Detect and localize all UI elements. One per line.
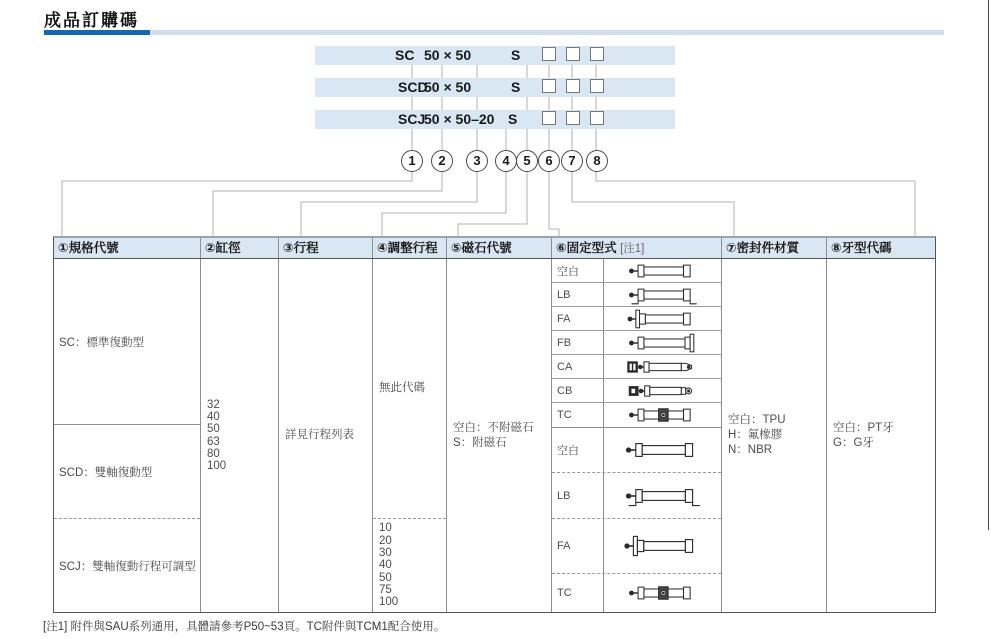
footnote: [注1] 附件與SAU系列通用，具體請參考P50~53頁。TC附件與TCM1配合使用。	[43, 621, 446, 633]
adjust-value: 20	[379, 534, 392, 547]
bore-stroke-code: 50 × 50	[424, 47, 472, 63]
order-code-row-sc	[315, 46, 675, 65]
column-spec-code	[54, 259, 200, 612]
header-thread-code: ⑧牙型代碼	[826, 238, 935, 258]
mount-row-blank: 空白	[552, 259, 721, 283]
column-bore	[200, 259, 278, 612]
mount-row-tc: TC	[552, 403, 721, 428]
column-thread	[826, 259, 935, 612]
magnet-option: 空白：不附磁石	[453, 421, 534, 434]
adjust-value: 30	[379, 547, 392, 560]
cylinder-foot-icon	[604, 283, 721, 306]
bore-value: 50	[207, 423, 220, 436]
magnet-code: S	[508, 111, 518, 127]
bore-stroke-code: 50 × 50	[424, 79, 472, 95]
mount-row-blank-adj: 空白	[552, 428, 721, 473]
position-number-2: 2	[431, 150, 453, 172]
spec-scj: SCJ：雙軸復動行程可調型	[59, 560, 196, 573]
seal-option: H：氟橡膠	[728, 429, 783, 441]
position-number-6: 6	[538, 150, 560, 172]
header-bore: ②缸徑	[200, 238, 278, 258]
bore-value: 40	[207, 410, 220, 423]
option-box	[542, 47, 556, 61]
thread-option: 空白：PT牙	[833, 421, 894, 434]
adjust-none-cell	[373, 259, 446, 519]
spec-sc: SC：標準復動型	[54, 259, 200, 425]
bore-value: 80	[207, 447, 220, 460]
seal-option: 空白：TPU	[728, 414, 786, 426]
cylinder-rear-flange-icon	[604, 331, 721, 354]
bore-value: 63	[207, 435, 220, 448]
bore-value: 100	[207, 460, 227, 473]
magnet-option: S：附磁石	[453, 436, 507, 449]
option-box	[542, 111, 556, 125]
header-mounting-type: ⑥固定型式 [注1]	[551, 238, 721, 258]
adjust-value: 75	[379, 583, 392, 596]
adjust-value: 50	[379, 571, 392, 584]
table-header-row	[54, 238, 935, 259]
header-magnet-code: ⑤磁石代號	[446, 238, 551, 258]
cylinder-trunnion-icon	[604, 574, 721, 612]
column-seal	[721, 259, 826, 612]
column-adjust-stroke	[372, 259, 446, 612]
order-code-row-scd	[315, 78, 675, 97]
option-box	[542, 79, 556, 93]
cylinder-front-flange-icon	[604, 307, 721, 330]
position-number-4: 4	[495, 150, 517, 172]
cylinder-rear-clevis-icon	[604, 355, 721, 378]
mount-row-fb: FB	[552, 331, 721, 355]
magnet-code: S	[511, 47, 521, 63]
position-number-5: 5	[516, 150, 538, 172]
position-number-3: 3	[466, 150, 488, 172]
mount-row-tc-adj: TC	[552, 574, 721, 612]
option-box	[566, 79, 580, 93]
cylinder-foot-icon	[604, 473, 721, 518]
cylinder-rear-eye-icon	[604, 379, 721, 402]
spec-scd: SCD：雙軸復動型	[54, 425, 200, 519]
cylinder-basic-icon	[604, 259, 721, 282]
page-title: 成品訂購碼	[44, 11, 139, 30]
model-code: SCJ	[398, 111, 426, 127]
header-spec-code: ①規格代號	[58, 241, 119, 255]
order-code-row-scj	[315, 110, 675, 129]
cylinder-basic-icon	[604, 428, 721, 472]
adjust-values-cell	[373, 519, 446, 612]
mount-row-lb-adj: LB	[552, 473, 721, 519]
cylinder-front-flange-icon	[604, 519, 721, 573]
adjust-value: 40	[379, 559, 392, 572]
adjust-value: 10	[379, 522, 392, 535]
thread-option: G：G牙	[833, 436, 874, 449]
column-magnet	[446, 259, 551, 612]
header-adjust-stroke: ④調整行程	[372, 238, 446, 258]
seal-option: N：NBR	[728, 444, 773, 456]
option-box	[590, 47, 604, 61]
column-stroke	[278, 259, 372, 612]
option-box	[566, 47, 580, 61]
adjust-none-text: 無此代碼	[379, 382, 425, 394]
bore-value: 32	[207, 398, 220, 411]
option-box	[566, 111, 580, 125]
header-seal-material: ⑦密封件材質	[721, 238, 826, 258]
option-box	[590, 111, 604, 125]
magnet-code: S	[511, 79, 521, 95]
bore-stroke-code: 50 × 50–20	[424, 111, 495, 127]
mount-row-fa-adj: FA	[552, 519, 721, 574]
position-number-8: 8	[586, 150, 608, 172]
position-number-1: 1	[401, 150, 423, 172]
mount-row-lb: LB	[552, 283, 721, 307]
mount-row-fa: FA	[552, 307, 721, 331]
adjust-value: 100	[379, 596, 399, 609]
model-code: SCD	[398, 79, 428, 95]
position-number-7: 7	[561, 150, 583, 172]
stroke-note: 詳見行程列表	[285, 429, 354, 441]
header-stroke: ③行程	[278, 238, 372, 258]
mount-row-ca: CA	[552, 355, 721, 379]
cylinder-trunnion-icon	[604, 403, 721, 427]
mount-row-cb: CB	[552, 379, 721, 403]
table-body	[54, 259, 935, 612]
option-box	[590, 79, 604, 93]
column-mounting	[551, 259, 721, 612]
ordering-code-table	[53, 236, 936, 613]
model-code: SC	[395, 47, 415, 63]
header-note-ref: [注1]	[620, 243, 645, 255]
